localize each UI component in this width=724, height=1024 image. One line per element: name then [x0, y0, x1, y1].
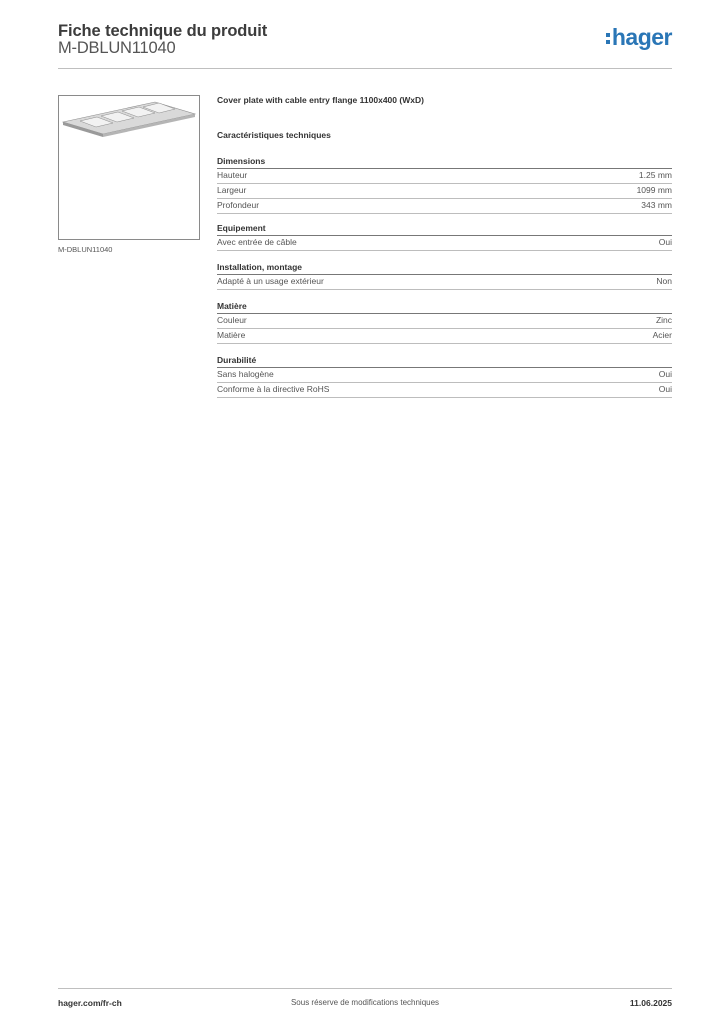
spec-value: 1099 mm — [636, 185, 672, 195]
logo-dots-icon — [606, 33, 610, 44]
spec-label: Largeur — [217, 185, 247, 195]
hager-logo — [606, 24, 672, 50]
specs-heading: Caractéristiques techniques — [217, 130, 331, 140]
spec-label: Adapté à un usage extérieur — [217, 276, 324, 286]
product-description: Cover plate with cable entry flange 1100x400 (WxD) — [217, 95, 424, 105]
product-image-frame — [58, 95, 200, 240]
footer-date: 11.06.2025 — [629, 998, 672, 1008]
spec-row — [217, 236, 672, 251]
spec-value: Oui — [658, 237, 672, 247]
footer-website-link[interactable]: hager.com/fr-ch — [58, 998, 122, 1008]
logo-text: hager — [611, 23, 672, 50]
spec-value: Acier — [652, 330, 672, 340]
spec-label: Conforme à la directive RoHS — [217, 384, 330, 394]
section-title: Installation, montage — [217, 261, 672, 275]
spec-label: Avec entrée de câble — [217, 237, 297, 247]
image-caption: M-DBLUN11040 — [58, 245, 113, 254]
spec-row — [217, 314, 672, 329]
section-title: Durabilité — [217, 354, 672, 368]
product-image — [59, 96, 199, 239]
spec-row — [217, 383, 672, 398]
section-equipement — [217, 222, 672, 251]
page-footer — [58, 988, 672, 1010]
page-header — [58, 20, 672, 69]
spec-row — [217, 368, 672, 383]
section-matiere — [217, 300, 672, 344]
spec-row — [217, 199, 672, 214]
spec-value: Oui — [658, 369, 672, 379]
spec-value: Non — [656, 276, 672, 286]
spec-label: Matière — [217, 330, 246, 340]
section-dimensions — [217, 155, 672, 214]
spec-label: Couleur — [217, 315, 247, 325]
section-durabilite — [217, 354, 672, 398]
section-installation — [217, 261, 672, 290]
spec-label: Hauteur — [217, 170, 248, 180]
page-title: Fiche technique du produit — [58, 22, 268, 40]
spec-value: 1.25 mm — [638, 170, 672, 180]
spec-value: Zinc — [655, 315, 672, 325]
spec-row — [217, 275, 672, 290]
spec-label: Sans halogène — [217, 369, 274, 379]
spec-row — [217, 169, 672, 184]
spec-value: 343 mm — [641, 200, 672, 210]
spec-row — [217, 184, 672, 199]
spec-row — [217, 329, 672, 344]
product-reference: M-DBLUN11040 — [58, 39, 176, 57]
footer-note: Sous réserve de modifications techniques — [290, 998, 440, 1007]
section-title: Equipement — [217, 222, 672, 236]
spec-value: Oui — [658, 384, 672, 394]
spec-label: Profondeur — [217, 200, 260, 210]
section-title: Dimensions — [217, 155, 672, 169]
section-title: Matière — [217, 300, 672, 314]
